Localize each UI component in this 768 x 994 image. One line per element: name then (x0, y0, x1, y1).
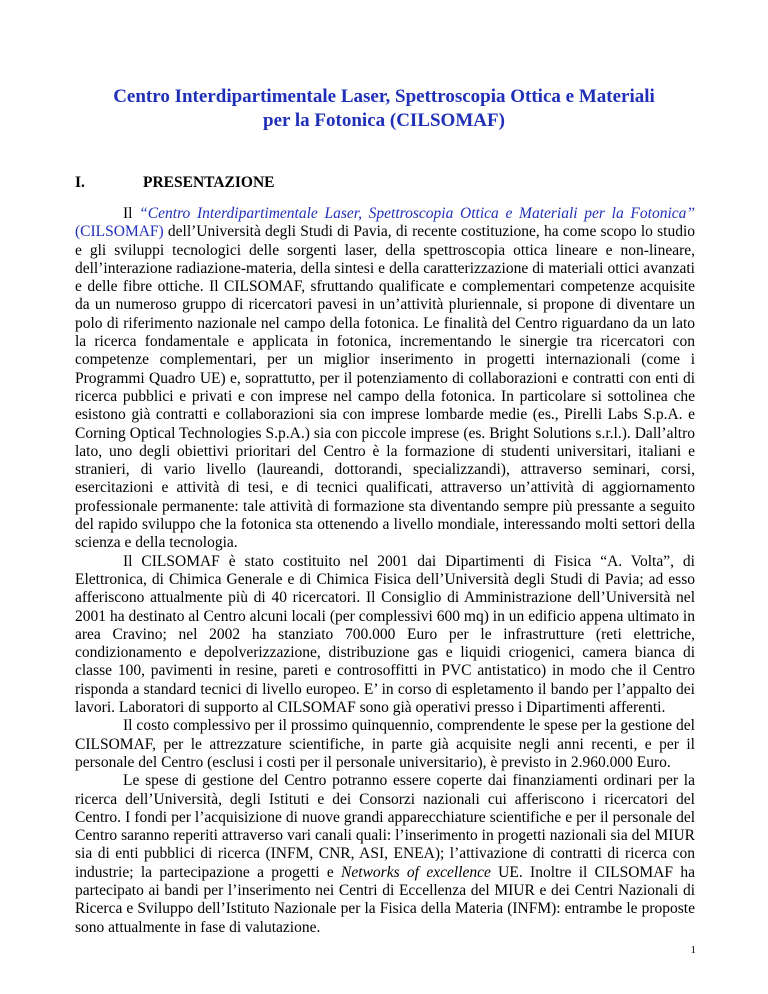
center-name-link: “Centro Interdipartimentale Laser, Spettroscopia Ottica e Materiali per la Fotonica” (139, 205, 696, 222)
paragraph-4 (75, 772, 695, 937)
section-number: I. (75, 174, 85, 191)
p4-italic: Networks of excellence (341, 863, 491, 881)
paragraph-3: Il costo complessivo per il prossimo quinquennio, comprendente le spese per la gestione del CILSOMAF, per le attrezzature scientifiche, in parte già acquisite negli anni recenti, e per il personale del Centro (esclusi i costi per il personale universitario), è previsto in 2.960.000 Euro. (75, 717, 695, 771)
page-number: 1 (690, 944, 696, 956)
p1-prefix: Il (123, 205, 140, 222)
p1-text: dell’Università degli Studi di Pavia, di recente costituzione, ha come scopo lo studio e gli sviluppi tecnologici delle sorgenti laser, della spettroscopia ottica lineare e non-lineare, dell’interazione radiazione-materia, della sintesi e della caratterizzazione di materiali ottici avanzati e delle fibre ottiche. Il CILSOMAF, sfruttando qualificate e complementari competenze acquisite da un numeroso gruppo di ricercatori pavesi in un’attività pluriennale, si propone di diventare un polo di riferimento nazionale nel campo della fotonica. Le finalità del Centro riguardano da un lato la ricerca fondamentale e applicata in fotonica, incrementando le sinergie tra ricercatori con competenze complementari, per un miglior inserimento in progetti internazionali (come i Programmi Quadro UE) e, soprattutto, per il potenziamento di collaborazioni e contratti con enti di ricerca pubblici e privati e con imprese nel campo della fotonica. In particolare si sottolinea che esistono già contratti e collaborazioni sia con imprese lombarde medie (es., Pirelli Labs S.p.A. e Corning Optical Technologies S.p.A.) sia con piccole imprese (es. Bright Solutions s.r.l.). Dall’altro lato, uno degli obiettivi prioritari del Centro è la formazione di studenti universitari, italiani e stranieri, di vario livello (laureandi, dottorandi, specializzandi), attraverso seminari, corsi, esercitazioni e attività di tesi, e di tecnici qualificati, attraverso un’attività di aggiornamento professionale permanente: tale attività di formazione sta diventando sempre più pressante a seguito del rapido sviluppo che la fotonica sta ottenendo a livello mondiale, interessando molti settori della scienza e della tecnologia. (75, 223, 695, 552)
paragraph-1 (75, 205, 695, 553)
acronym-link: (CILSOMAF) (75, 223, 164, 241)
section-title: PRESENTAZIONE (143, 174, 275, 191)
document-body (75, 205, 695, 937)
p4-part-2: UE. Inoltre il CILSOMAF ha partecipato ai bandi per l’inserimento nei Centri di Eccellenza del MIUR e dei Centri Nazionali di Ricerca e Sviluppo dell’Istituto Nazionale per la Fisica della Materia (INFM): entrambe le proposte sono attualmente in fase di valutazione. (75, 863, 695, 936)
p4-part-1: Le spese di gestione del Centro potranno essere coperte dai finanziamenti ordinari per la ricerca dell’Università, degli Istituti e dei Consorzi nazionali cui afferiscono i ricercatori del Centro. I fondi per l’acquisizione di nuove grandi apparecchiature scientifiche e per il personale del Centro saranno reperiti attraverso vari canali quali: l’inserimento in progetti nazionali sia del MIUR sia di enti pubblici di ricerca (INFM, CNR, ASI, ENEA); l’attivazione di contratti di ricerca con industrie; la partecipazione a progetti e (75, 772, 695, 881)
title-line-1: Centro Interdipartimentale Laser, Spettroscopia Ottica e Materiali (113, 86, 655, 107)
section-heading (75, 174, 275, 192)
title-line-2: per la Fotonica (CILSOMAF) (263, 110, 505, 131)
document-title (60, 85, 708, 133)
paragraph-2: Il CILSOMAF è stato costituito nel 2001 dai Dipartimenti di Fisica “A. Volta”, di Elettronica, di Chimica Generale e di Chimica Fisica dell’Università degli Studi di Pavia; ad esso afferiscono attualmente più di 40 ricercatori. Il Consiglio di Amministrazione dell’Università nel 2001 ha destinato al Centro alcuni locali (per complessivi 600 mq) in un edificio appena ultimato in area Cravino; nel 2002 ha stanziato 700.000 Euro per le infrastrutture (reti elettriche, condizionamento e depolverizzazione, distribuzione gas e liquidi criogenici, camera bianca di classe 100, pavimenti in resine, pareti e controsoffitti in PVC antistatico) in modo che il Centro risponda a standard tecnici di livello europeo. E’ in corso di espletamento il bando per l’appalto dei lavori. Laboratori di supporto al CILSOMAF sono già operativi presso i Dipartimenti afferenti. (75, 552, 695, 717)
